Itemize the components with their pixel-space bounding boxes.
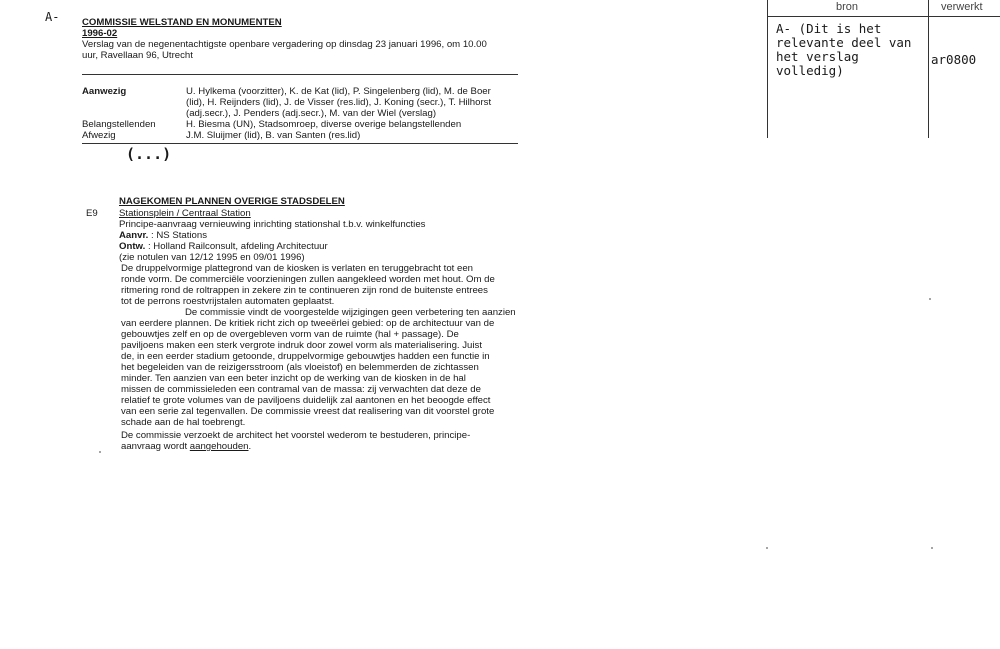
scan-speck (766, 547, 768, 549)
stakeholders-value: H. Biesma (UN), Stadsomroep, diverse overige belangstellenden (186, 119, 462, 130)
designer-row (119, 241, 328, 252)
divider-bottom (82, 143, 518, 144)
paragraph-1-line: ritmering rond de roltrappen in zekere zin te continueren zijn rond de buitenste entrees (121, 285, 488, 296)
paragraph-2-line: relatief te grote volumes van de paviljoens duidelijk zal aantonen en het beoogde effect (121, 395, 491, 406)
side-table-header-rule (767, 16, 1000, 17)
paragraph-2-line: missen de commissieleden een contramal van de massa: zij verwachten dat deze de (121, 384, 481, 395)
scan-speck (929, 298, 931, 300)
section-title: NAGEKOMEN PLANNEN OVERIGE STADSDELEN (119, 196, 345, 207)
item-title: Stationsplein / Centraal Station (119, 208, 251, 219)
notes-reference: (zie notulen van 12/12 1995 en 09/01 1996) (119, 252, 305, 263)
side-table-left-border (767, 0, 768, 138)
ellipsis-mark: (...) (126, 145, 172, 163)
paragraph-1 (121, 263, 495, 307)
present-line-1: U. Hylkema (voorzitter), K. de Kat (lid), P. Singelenberg (lid), M. de Boer (186, 86, 491, 97)
scan-speck (931, 547, 933, 549)
paragraph-2-line: de, in een eerder stadium getoonde, druppelvormige gebouwtjes hadden een functie in (121, 351, 490, 362)
paragraph-1-line: De druppelvormige plattegrond van de kiosken is verlaten en teruggebracht tot een (121, 263, 473, 274)
designer-label: Ontw. (119, 241, 146, 252)
paragraph-2-line: paviljoens maken een sterk vergrote indruk door zowel vorm als materialisering. Juist (121, 340, 482, 351)
item-code: E9 (86, 208, 98, 219)
side-table-middle-border (928, 0, 929, 138)
paragraph-2-line: De commissie vindt de voorgestelde wijzigingen geen verbetering ten aanzien (185, 307, 516, 318)
applicant-label: Aanvr. (119, 230, 149, 241)
applicant-row (119, 230, 207, 241)
paragraph-3-suffix: . (248, 441, 252, 452)
doc-meeting-line-2: uur, Ravellaan 96, Utrecht (82, 50, 193, 61)
divider-top (82, 74, 518, 75)
paragraph-2-line: minder. Ten aanzien van een beter inzicht op de werking van de kiosken in de hal (121, 373, 466, 384)
paragraph-2-line: van eerdere plannen. De kritiek richt zich op tweeërlei gebied: op de architectuur van de (121, 318, 495, 329)
designer-value: : Holland Railconsult, afdeling Architectuur (147, 241, 328, 252)
paragraph-3-prefix: aanvraag wordt (121, 441, 190, 452)
paragraph-1-line: tot de perrons roestvrijstalen automaten geplaatst. (121, 296, 335, 307)
doc-number: 1996-02 (82, 28, 118, 39)
stakeholders-label: Belangstellenden (82, 119, 156, 130)
paragraph-2-line: van een serie zal tegenvallen. De commissie vreest dat realisering van dit voorstel grote (121, 406, 495, 417)
side-table-col-bron: bron (836, 1, 859, 13)
paragraph-1-line: ronde vorm. De commerciële voorzieningen zullen aangekleed worden met hout. Om de (121, 274, 495, 285)
present-line-2: (lid), H. Reijnders (lid), J. de Visser (res.lid), J. Koning (secr.), T. Hilhorst (186, 97, 492, 108)
doc-title: COMMISSIE WELSTAND EN MONUMENTEN (82, 17, 282, 28)
side-table-col-verwerkt: verwerkt (941, 1, 983, 13)
present-line-3: (adj.secr.), J. Penders (adj.secr.), M. van der Wiel (verslag) (186, 108, 437, 119)
doc-meeting-line-1: Verslag van de negenentachtigste openbare vergadering op dinsdag 23 januari 1996, om 10.00 (82, 39, 487, 50)
stamp-left: A- (45, 10, 60, 24)
absent-label: Afwezig (82, 130, 116, 141)
paragraph-2-line: gebouwtjes zelf en op de overgebleven vorm van de ruimte (hal + passage). De (121, 329, 459, 340)
paragraph-3-line-2 (121, 441, 470, 452)
absent-value: J.M. Sluijmer (lid), B. van Santen (res.lid) (186, 130, 361, 141)
paragraph-3-line: De commissie verzoekt de architect het voorstel wederom te bestuderen, principe- (121, 430, 471, 441)
side-table-verwerkt-code: ar0800 (931, 52, 977, 67)
decision-aangehouden: aangehouden (189, 441, 249, 452)
paragraph-2-line: schade aan de hal toebrengt. (121, 417, 246, 428)
paragraph-3 (121, 430, 470, 452)
applicant-value: : NS Stations (151, 230, 208, 241)
scan-speck (99, 451, 101, 453)
paragraph-2 (121, 307, 516, 428)
item-subject: Principe-aanvraag vernieuwing inrichting stationshal t.b.v. winkelfuncties (119, 219, 426, 230)
present-label: Aanwezig (82, 86, 127, 97)
side-table-bron-note: A- (Dit is het relevante deel van het verslag volledig) (776, 21, 912, 78)
paragraph-2-line: het begeleiden van de reizigersstroom (als vloeistof) en belemmerden de zichtassen (121, 362, 479, 373)
